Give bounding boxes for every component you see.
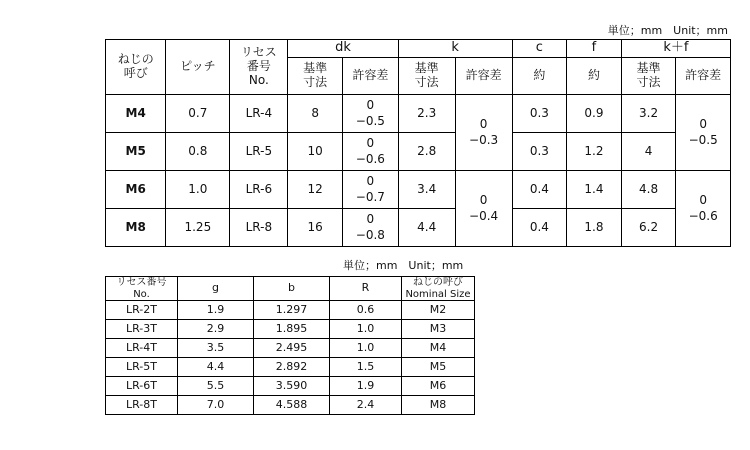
- cell-f: 1.4: [567, 171, 622, 209]
- header-kf: k＋f: [621, 40, 730, 58]
- header-dk-standard: [288, 58, 343, 95]
- tol-lower: −0.5: [355, 113, 385, 128]
- cell-f: 1.2: [567, 133, 622, 171]
- cell-dk: 10: [288, 133, 343, 171]
- cell-recess: LR-8: [230, 209, 288, 247]
- table-row: [106, 95, 731, 133]
- cell-c: 0.4: [512, 171, 567, 209]
- header-b: b: [254, 277, 330, 301]
- tol-lower: −0.3: [469, 132, 499, 147]
- header-standard-line1: 基準: [414, 61, 439, 76]
- header-k-tolerance: 許容差: [455, 58, 512, 95]
- cell-b: 1.297: [254, 301, 330, 320]
- table-row: [106, 209, 731, 247]
- header-standard-line1: 基準: [303, 61, 328, 76]
- cell-k-tolerance: [455, 171, 512, 247]
- cell-dk: 16: [288, 209, 343, 247]
- header-nominal-size-line1: ねじの呼び: [413, 277, 463, 288]
- recess-table: [105, 276, 475, 415]
- cell-g: 4.4: [178, 358, 254, 377]
- cell-g: 1.9: [178, 301, 254, 320]
- tol-upper: 0: [699, 116, 707, 131]
- cell-dk-tolerance: [342, 209, 398, 247]
- cell-c: 0.3: [512, 95, 567, 133]
- table-row: [106, 396, 475, 415]
- header-nominal-size-line2: Nominal Size: [405, 288, 471, 300]
- tol-lower: −0.6: [688, 208, 718, 223]
- header-recess-number: [106, 277, 178, 301]
- tol-lower: −0.5: [688, 132, 718, 147]
- table-row: [106, 358, 475, 377]
- header-recess: [230, 40, 288, 95]
- tol-upper: 0: [479, 192, 488, 207]
- header-f-approx: 約: [567, 58, 622, 95]
- cell-k: 2.3: [398, 95, 455, 133]
- cell-pitch: 1.0: [166, 171, 230, 209]
- cell-dk-tolerance: [342, 171, 398, 209]
- cell-nominal: M4: [106, 95, 166, 133]
- cell-g: 5.5: [178, 377, 254, 396]
- header-recess-line1: リセス: [240, 45, 277, 60]
- tol-lower: −0.6: [355, 151, 385, 166]
- cell-g: 7.0: [178, 396, 254, 415]
- dimension-table: [105, 39, 731, 247]
- header-kf-standard: [621, 58, 676, 95]
- cell-b: 3.590: [254, 377, 330, 396]
- cell-r: 1.5: [330, 358, 402, 377]
- header-recess-line2: 番号: [246, 59, 271, 74]
- cell-nominal: M5: [402, 358, 475, 377]
- header-c: c: [512, 40, 567, 58]
- cell-nominal: M4: [402, 339, 475, 358]
- header-pitch: ピッチ: [166, 40, 230, 95]
- cell-recess: LR-4: [230, 95, 288, 133]
- header-dk-tolerance: 許容差: [342, 58, 398, 95]
- cell-kf: 3.2: [621, 95, 676, 133]
- header-g: g: [178, 277, 254, 301]
- header-recess-line3: No.: [248, 72, 269, 87]
- cell-r: 2.4: [330, 396, 402, 415]
- cell-dk: 8: [288, 95, 343, 133]
- tol-upper: 0: [699, 192, 707, 207]
- cell-kf: 6.2: [621, 209, 676, 247]
- cell-nominal: M8: [402, 396, 475, 415]
- cell-g: 2.9: [178, 320, 254, 339]
- cell-dk: 12: [288, 171, 343, 209]
- cell-f: 0.9: [567, 95, 622, 133]
- cell-dk-tolerance: [342, 95, 398, 133]
- header-standard-line2: 寸法: [414, 75, 439, 89]
- cell-recess: LR-6T: [106, 377, 178, 396]
- cell-k: 2.8: [398, 133, 455, 171]
- cell-kf-tolerance: [676, 95, 731, 171]
- tol-upper: 0: [366, 135, 375, 150]
- cell-r: 1.0: [330, 339, 402, 358]
- table-row: [106, 320, 475, 339]
- cell-recess: LR-2T: [106, 301, 178, 320]
- cell-pitch: 1.25: [166, 209, 230, 247]
- table-row: [106, 377, 475, 396]
- header-k-standard: [398, 58, 455, 95]
- tol-upper: 0: [479, 116, 488, 131]
- tol-upper: 0: [366, 173, 375, 188]
- cell-kf-tolerance: [676, 171, 731, 247]
- cell-nominal: M5: [106, 133, 166, 171]
- tol-lower: −0.7: [355, 189, 385, 204]
- cell-kf: 4.8: [621, 171, 676, 209]
- header-nominal-size: [402, 277, 475, 301]
- cell-g: 3.5: [178, 339, 254, 358]
- unit-note: 単位；mm Unit；mm: [343, 259, 464, 272]
- cell-k-tolerance: [455, 95, 512, 171]
- cell-recess: LR-4T: [106, 339, 178, 358]
- header-recess-number-line1: リセス番号: [116, 277, 167, 288]
- table-row: [106, 301, 475, 320]
- cell-c: 0.3: [512, 133, 567, 171]
- cell-recess: LR-5T: [106, 358, 178, 377]
- header-nominal-line1: ねじの: [117, 52, 154, 67]
- cell-recess: LR-6: [230, 171, 288, 209]
- tol-lower: −0.4: [469, 208, 499, 223]
- header-standard-line1: 基準: [636, 61, 661, 76]
- header-c-approx: 約: [512, 58, 567, 95]
- header-k: k: [398, 40, 512, 58]
- header-standard-line2: 寸法: [303, 75, 328, 89]
- header-kf-tolerance: 許容差: [676, 58, 731, 95]
- header-recess-number-line2: No.: [133, 288, 150, 300]
- cell-b: 1.895: [254, 320, 330, 339]
- cell-b: 2.495: [254, 339, 330, 358]
- cell-r: 1.0: [330, 320, 402, 339]
- cell-b: 4.588: [254, 396, 330, 415]
- cell-recess: LR-3T: [106, 320, 178, 339]
- header-r: R: [330, 277, 402, 301]
- table-row: [106, 133, 731, 171]
- tol-lower: −0.8: [355, 227, 385, 242]
- tol-upper: 0: [366, 211, 375, 226]
- cell-k: 4.4: [398, 209, 455, 247]
- unit-note: 単位；mm Unit；mm: [607, 24, 728, 37]
- cell-pitch: 0.7: [166, 95, 230, 133]
- header-dk: dk: [288, 40, 398, 58]
- header-nominal: [106, 40, 166, 95]
- cell-nominal: M6: [106, 171, 166, 209]
- cell-nominal: M6: [402, 377, 475, 396]
- header-nominal-line2: 呼び: [123, 66, 148, 80]
- header-f: f: [567, 40, 622, 58]
- table-row: [106, 171, 731, 209]
- tol-upper: 0: [366, 97, 375, 112]
- cell-nominal: M2: [402, 301, 475, 320]
- cell-r: 0.6: [330, 301, 402, 320]
- cell-k: 3.4: [398, 171, 455, 209]
- cell-f: 1.8: [567, 209, 622, 247]
- cell-recess: LR-8T: [106, 396, 178, 415]
- cell-nominal: M3: [402, 320, 475, 339]
- cell-r: 1.9: [330, 377, 402, 396]
- table-row: [106, 339, 475, 358]
- cell-recess: LR-5: [230, 133, 288, 171]
- header-standard-line2: 寸法: [636, 75, 661, 89]
- cell-b: 2.892: [254, 358, 330, 377]
- cell-kf: 4: [621, 133, 676, 171]
- cell-c: 0.4: [512, 209, 567, 247]
- cell-nominal: M8: [106, 209, 166, 247]
- cell-pitch: 0.8: [166, 133, 230, 171]
- cell-dk-tolerance: [342, 133, 398, 171]
